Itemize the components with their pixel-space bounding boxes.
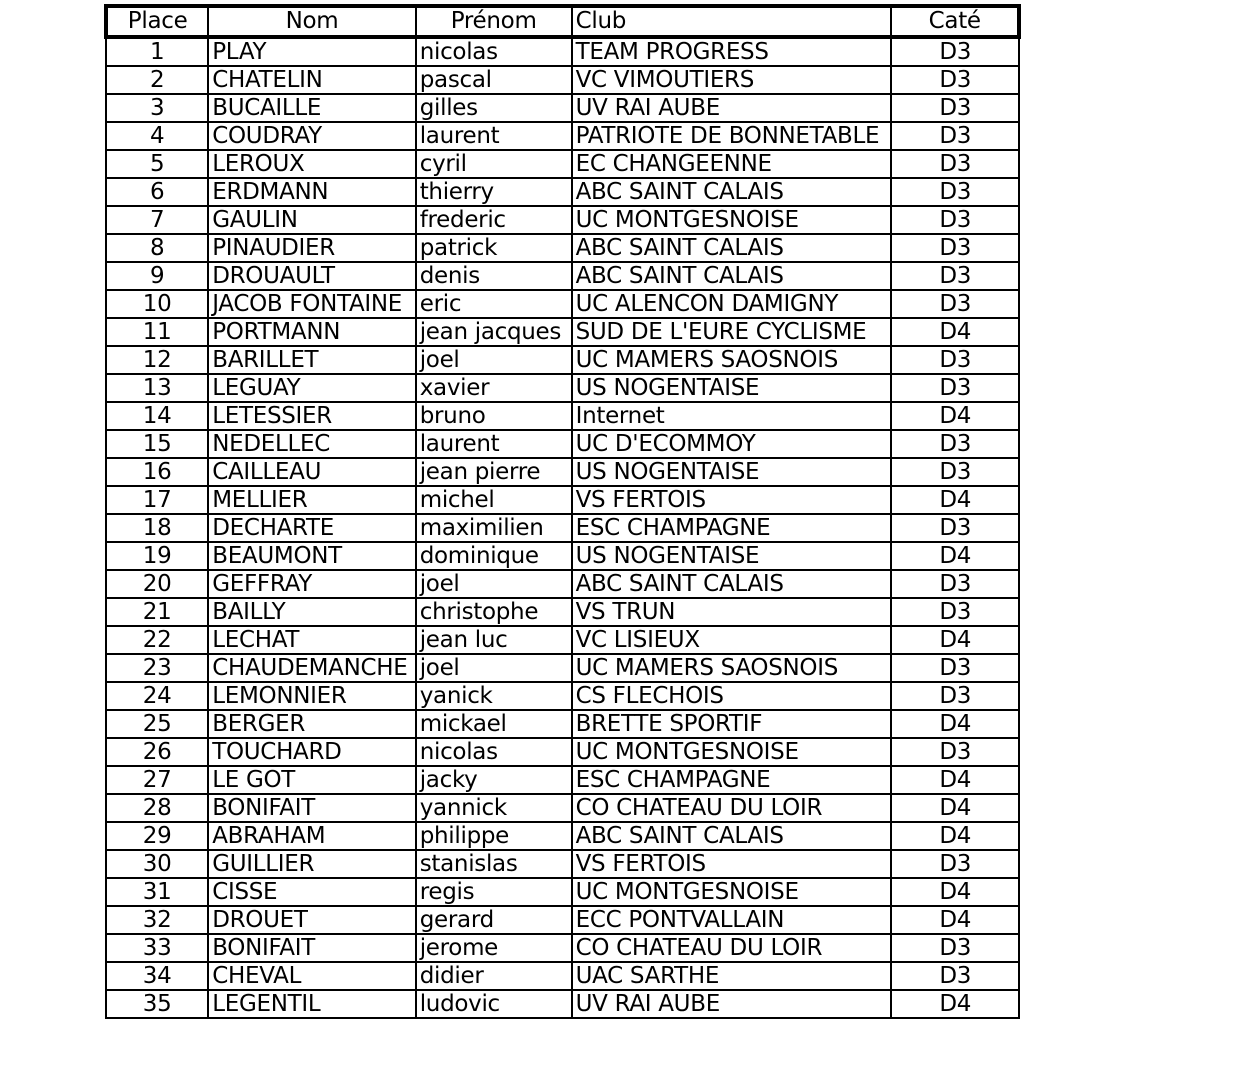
cell-nom: LEROUX — [208, 150, 416, 178]
cell-club: BRETTE SPORTIF — [572, 710, 892, 738]
table-row — [106, 262, 1019, 290]
header-nom: Nom — [208, 6, 416, 37]
cell-place: 1 — [106, 37, 208, 66]
table-row — [106, 234, 1019, 262]
table-row — [106, 486, 1019, 514]
cell-place: 26 — [106, 738, 208, 766]
cell-cate: D4 — [891, 318, 1019, 346]
cell-prenom: mickael — [416, 710, 572, 738]
cell-nom: GUILLIER — [208, 850, 416, 878]
cell-prenom: christophe — [416, 598, 572, 626]
table-row — [106, 654, 1019, 682]
cell-place: 8 — [106, 234, 208, 262]
cell-club: SUD DE L'EURE CYCLISME — [572, 318, 892, 346]
cell-prenom: bruno — [416, 402, 572, 430]
cell-place: 18 — [106, 514, 208, 542]
cell-cate: D3 — [891, 66, 1019, 94]
cell-cate: D3 — [891, 570, 1019, 598]
cell-club: VS FERTOIS — [572, 850, 892, 878]
cell-prenom: jean pierre — [416, 458, 572, 486]
header-row — [106, 6, 1019, 37]
cell-cate: D3 — [891, 234, 1019, 262]
table-row — [106, 94, 1019, 122]
cell-place: 31 — [106, 878, 208, 906]
table-row — [106, 626, 1019, 654]
cell-club: UV RAI AUBE — [572, 990, 892, 1018]
cell-nom: TOUCHARD — [208, 738, 416, 766]
cell-nom: LECHAT — [208, 626, 416, 654]
table-row — [106, 962, 1019, 990]
table-row — [106, 346, 1019, 374]
cell-prenom: gerard — [416, 906, 572, 934]
cell-place: 16 — [106, 458, 208, 486]
cell-cate: D3 — [891, 374, 1019, 402]
cell-place: 24 — [106, 682, 208, 710]
cell-prenom: dominique — [416, 542, 572, 570]
cell-cate: D4 — [891, 906, 1019, 934]
cell-place: 3 — [106, 94, 208, 122]
cell-club: TEAM PROGRESS — [572, 37, 892, 66]
cell-club: ESC CHAMPAGNE — [572, 514, 892, 542]
cell-prenom: denis — [416, 262, 572, 290]
cell-nom: BONIFAIT — [208, 794, 416, 822]
cell-nom: COUDRAY — [208, 122, 416, 150]
table-row — [106, 598, 1019, 626]
cell-cate: D3 — [891, 346, 1019, 374]
cell-nom: PINAUDIER — [208, 234, 416, 262]
cell-cate: D3 — [891, 206, 1019, 234]
cell-place: 9 — [106, 262, 208, 290]
cell-prenom: jean luc — [416, 626, 572, 654]
cell-prenom: joel — [416, 570, 572, 598]
header-club: Club — [572, 6, 892, 37]
cell-club: UC MAMERS SAOSNOIS — [572, 346, 892, 374]
cell-club: PATRIOTE DE BONNETABLE — [572, 122, 892, 150]
results-table — [104, 4, 1021, 1019]
cell-cate: D3 — [891, 458, 1019, 486]
cell-nom: GAULIN — [208, 206, 416, 234]
cell-place: 32 — [106, 906, 208, 934]
cell-prenom: yanick — [416, 682, 572, 710]
cell-club: EC CHANGEENNE — [572, 150, 892, 178]
table-row — [106, 150, 1019, 178]
cell-place: 34 — [106, 962, 208, 990]
cell-club: US NOGENTAISE — [572, 458, 892, 486]
table-row — [106, 430, 1019, 458]
table-row — [106, 682, 1019, 710]
cell-nom: ABRAHAM — [208, 822, 416, 850]
table-row — [106, 178, 1019, 206]
cell-nom: BAILLY — [208, 598, 416, 626]
cell-prenom: stanislas — [416, 850, 572, 878]
cell-place: 30 — [106, 850, 208, 878]
table-row — [106, 570, 1019, 598]
cell-nom: PLAY — [208, 37, 416, 66]
cell-place: 13 — [106, 374, 208, 402]
cell-nom: CHAUDEMANCHE — [208, 654, 416, 682]
table-row — [106, 402, 1019, 430]
cell-cate: D3 — [891, 682, 1019, 710]
cell-nom: CHATELIN — [208, 66, 416, 94]
cell-prenom: gilles — [416, 94, 572, 122]
cell-club: VS TRUN — [572, 598, 892, 626]
cell-prenom: xavier — [416, 374, 572, 402]
cell-place: 17 — [106, 486, 208, 514]
cell-cate: D3 — [891, 962, 1019, 990]
cell-club: ESC CHAMPAGNE — [572, 766, 892, 794]
cell-cate: D4 — [891, 990, 1019, 1018]
table-row — [106, 990, 1019, 1018]
cell-cate: D3 — [891, 150, 1019, 178]
cell-prenom: cyril — [416, 150, 572, 178]
cell-place: 33 — [106, 934, 208, 962]
cell-club: UC D'ECOMMOY — [572, 430, 892, 458]
cell-place: 20 — [106, 570, 208, 598]
cell-nom: GEFFRAY — [208, 570, 416, 598]
cell-cate: D3 — [891, 178, 1019, 206]
cell-place: 22 — [106, 626, 208, 654]
cell-nom: LEGENTIL — [208, 990, 416, 1018]
cell-prenom: thierry — [416, 178, 572, 206]
cell-cate: D3 — [891, 290, 1019, 318]
cell-club: CO CHATEAU DU LOIR — [572, 794, 892, 822]
cell-place: 27 — [106, 766, 208, 794]
cell-prenom: nicolas — [416, 738, 572, 766]
cell-place: 6 — [106, 178, 208, 206]
header-prenom: Prénom — [416, 6, 572, 37]
cell-club: CO CHATEAU DU LOIR — [572, 934, 892, 962]
cell-cate: D4 — [891, 626, 1019, 654]
cell-place: 7 — [106, 206, 208, 234]
cell-prenom: laurent — [416, 122, 572, 150]
cell-club: VC LISIEUX — [572, 626, 892, 654]
table-row — [106, 878, 1019, 906]
cell-prenom: michel — [416, 486, 572, 514]
cell-club: ECC PONTVALLAIN — [572, 906, 892, 934]
cell-nom: LETESSIER — [208, 402, 416, 430]
cell-nom: DECHARTE — [208, 514, 416, 542]
table-row — [106, 374, 1019, 402]
table-row — [106, 766, 1019, 794]
cell-nom: CHEVAL — [208, 962, 416, 990]
cell-place: 35 — [106, 990, 208, 1018]
cell-cate: D3 — [891, 37, 1019, 66]
cell-club: UC MONTGESNOISE — [572, 206, 892, 234]
cell-prenom: jacky — [416, 766, 572, 794]
cell-place: 12 — [106, 346, 208, 374]
cell-cate: D3 — [891, 738, 1019, 766]
cell-nom: BERGER — [208, 710, 416, 738]
cell-prenom: regis — [416, 878, 572, 906]
cell-prenom: yannick — [416, 794, 572, 822]
cell-cate: D3 — [891, 850, 1019, 878]
table-row — [106, 850, 1019, 878]
cell-cate: D4 — [891, 402, 1019, 430]
table-row — [106, 822, 1019, 850]
header-cate: Caté — [891, 6, 1019, 37]
table-row — [106, 710, 1019, 738]
cell-nom: LEMONNIER — [208, 682, 416, 710]
cell-place: 28 — [106, 794, 208, 822]
cell-club: ABC SAINT CALAIS — [572, 178, 892, 206]
cell-club: ABC SAINT CALAIS — [572, 570, 892, 598]
cell-cate: D4 — [891, 766, 1019, 794]
table-row — [106, 458, 1019, 486]
cell-nom: LEGUAY — [208, 374, 416, 402]
cell-prenom: pascal — [416, 66, 572, 94]
cell-prenom: laurent — [416, 430, 572, 458]
cell-nom: CAILLEAU — [208, 458, 416, 486]
cell-club: UC MAMERS SAOSNOIS — [572, 654, 892, 682]
cell-cate: D3 — [891, 514, 1019, 542]
cell-place: 29 — [106, 822, 208, 850]
table-row — [106, 934, 1019, 962]
header-place: Place — [106, 6, 208, 37]
cell-nom: BEAUMONT — [208, 542, 416, 570]
table-row — [106, 37, 1019, 66]
cell-prenom: maximilien — [416, 514, 572, 542]
cell-nom: DROUAULT — [208, 262, 416, 290]
cell-nom: DROUET — [208, 906, 416, 934]
cell-place: 11 — [106, 318, 208, 346]
cell-place: 25 — [106, 710, 208, 738]
cell-nom: PORTMANN — [208, 318, 416, 346]
cell-club: UC ALENCON DAMIGNY — [572, 290, 892, 318]
cell-prenom: joel — [416, 346, 572, 374]
cell-place: 15 — [106, 430, 208, 458]
table-row — [106, 206, 1019, 234]
cell-prenom: jean jacques — [416, 318, 572, 346]
cell-club: UAC SARTHE — [572, 962, 892, 990]
cell-nom: BUCAILLE — [208, 94, 416, 122]
table-row — [106, 794, 1019, 822]
cell-cate: D3 — [891, 262, 1019, 290]
cell-prenom: nicolas — [416, 37, 572, 66]
cell-prenom: patrick — [416, 234, 572, 262]
cell-cate: D3 — [891, 934, 1019, 962]
cell-nom: NEDELLEC — [208, 430, 416, 458]
cell-prenom: jerome — [416, 934, 572, 962]
cell-cate: D4 — [891, 486, 1019, 514]
cell-place: 21 — [106, 598, 208, 626]
cell-nom: ERDMANN — [208, 178, 416, 206]
cell-nom: MELLIER — [208, 486, 416, 514]
table-row — [106, 290, 1019, 318]
cell-club: ABC SAINT CALAIS — [572, 262, 892, 290]
cell-place: 5 — [106, 150, 208, 178]
cell-club: VC VIMOUTIERS — [572, 66, 892, 94]
cell-cate: D4 — [891, 822, 1019, 850]
table-row — [106, 66, 1019, 94]
cell-club: ABC SAINT CALAIS — [572, 822, 892, 850]
cell-club: Internet — [572, 402, 892, 430]
table-row — [106, 514, 1019, 542]
cell-prenom: ludovic — [416, 990, 572, 1018]
cell-place: 10 — [106, 290, 208, 318]
cell-place: 2 — [106, 66, 208, 94]
cell-club: CS FLECHOIS — [572, 682, 892, 710]
cell-cate: D4 — [891, 542, 1019, 570]
cell-club: UC MONTGESNOISE — [572, 878, 892, 906]
cell-club: ABC SAINT CALAIS — [572, 234, 892, 262]
table-body — [106, 37, 1019, 1018]
cell-place: 19 — [106, 542, 208, 570]
table-row — [106, 122, 1019, 150]
cell-cate: D4 — [891, 710, 1019, 738]
cell-nom: JACOB FONTAINE — [208, 290, 416, 318]
cell-cate: D3 — [891, 94, 1019, 122]
cell-club: US NOGENTAISE — [572, 374, 892, 402]
cell-cate: D3 — [891, 598, 1019, 626]
cell-prenom: philippe — [416, 822, 572, 850]
cell-cate: D4 — [891, 878, 1019, 906]
cell-prenom: joel — [416, 654, 572, 682]
table-header — [106, 6, 1019, 37]
cell-cate: D3 — [891, 122, 1019, 150]
cell-cate: D3 — [891, 654, 1019, 682]
cell-club: UC MONTGESNOISE — [572, 738, 892, 766]
cell-place: 4 — [106, 122, 208, 150]
cell-nom: BARILLET — [208, 346, 416, 374]
cell-club: UV RAI AUBE — [572, 94, 892, 122]
cell-cate: D3 — [891, 430, 1019, 458]
cell-nom: CISSE — [208, 878, 416, 906]
cell-nom: BONIFAIT — [208, 934, 416, 962]
table-row — [106, 542, 1019, 570]
table-row — [106, 738, 1019, 766]
cell-club: US NOGENTAISE — [572, 542, 892, 570]
table-row — [106, 318, 1019, 346]
cell-prenom: didier — [416, 962, 572, 990]
cell-place: 14 — [106, 402, 208, 430]
cell-nom: LE GOT — [208, 766, 416, 794]
cell-prenom: eric — [416, 290, 572, 318]
cell-cate: D4 — [891, 794, 1019, 822]
cell-club: VS FERTOIS — [572, 486, 892, 514]
table-row — [106, 906, 1019, 934]
cell-prenom: frederic — [416, 206, 572, 234]
cell-place: 23 — [106, 654, 208, 682]
